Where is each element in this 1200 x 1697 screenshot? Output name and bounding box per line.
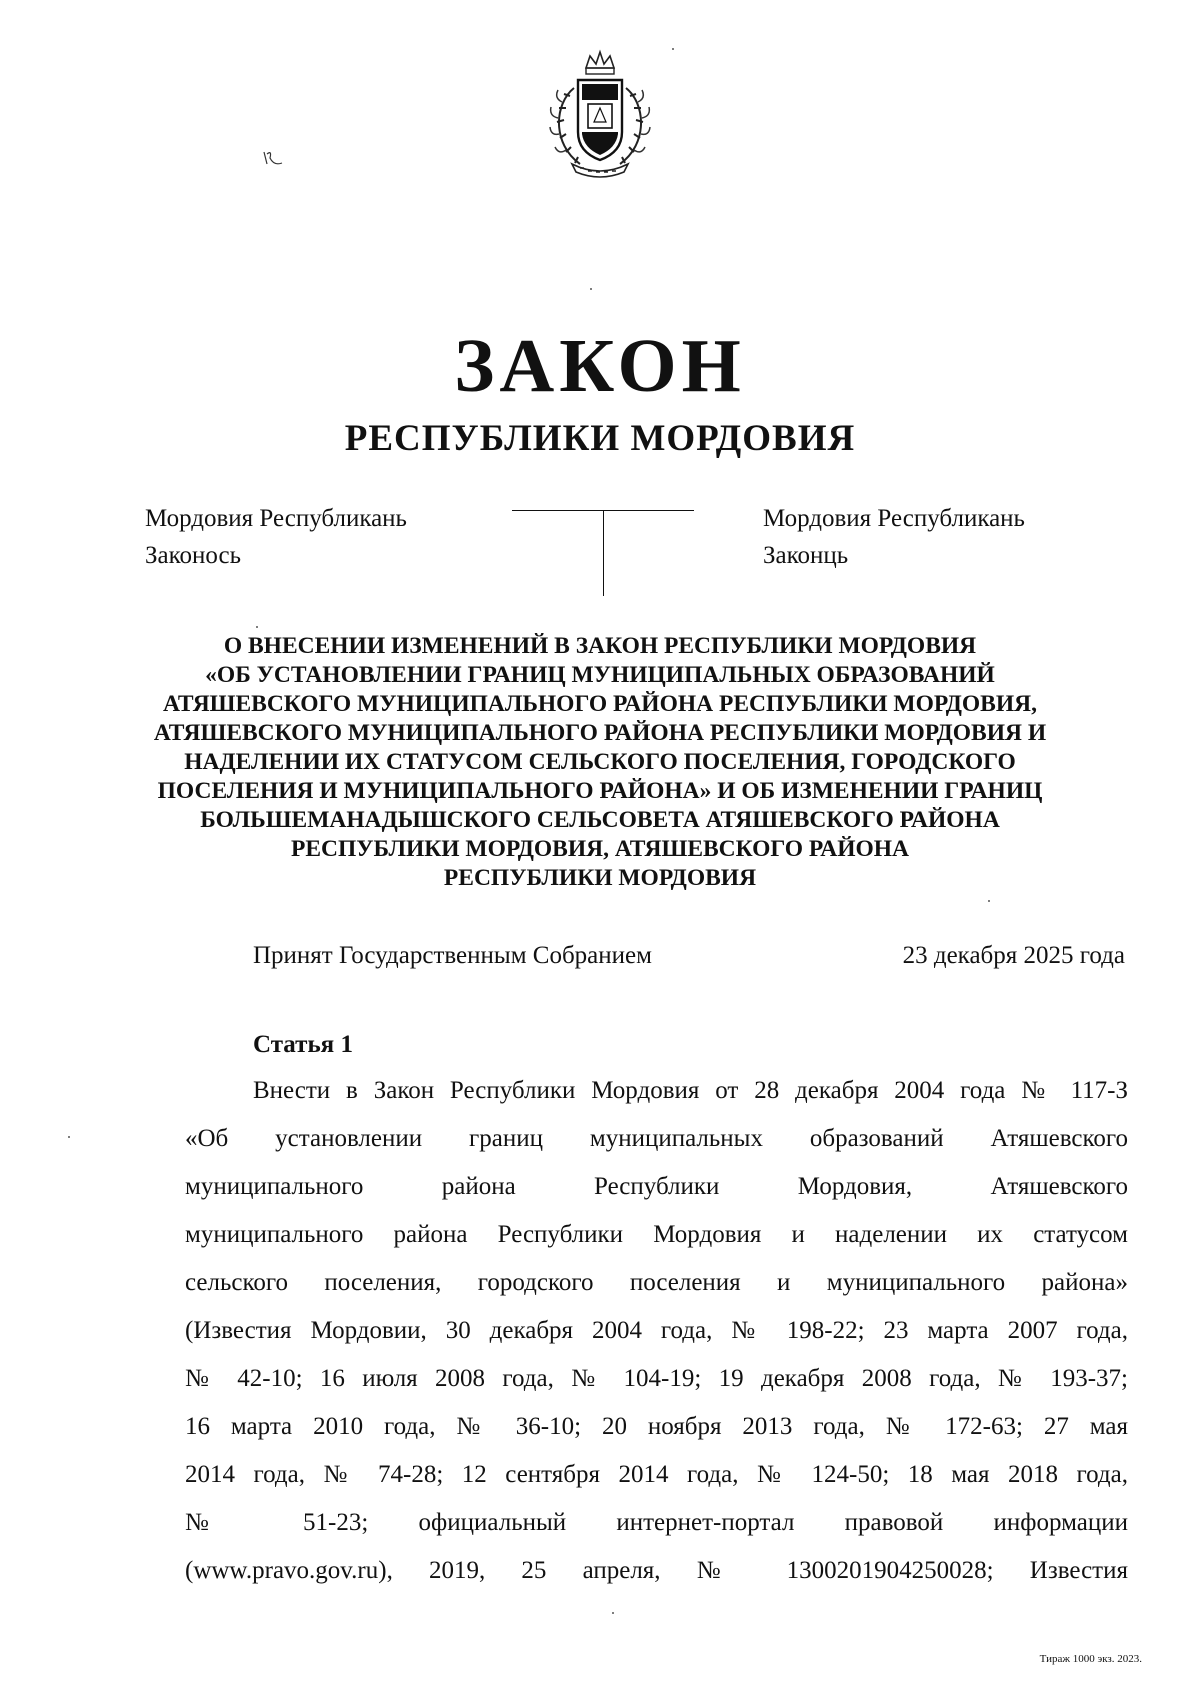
heading-line: «ОБ УСТАНОВЛЕНИИ ГРАНИЦ МУНИЦИПАЛЬНЫХ ОБРАЗОВАНИЙ — [205, 662, 995, 688]
article-line: (Известия Мордовии, 30 декабря 2004 года, № 198-22; 23 марта 2007 года, — [185, 1317, 1128, 1344]
heading-line: АТЯШЕВСКОГО МУНИЦИПАЛЬНОГО РАЙОНА РЕСПУБЛИКИ МОРДОВИЯ И — [153, 720, 1047, 746]
heading-line: РЕСПУБЛИКИ МОРДОВИЯ — [443, 865, 757, 891]
header-divider-vertical — [603, 510, 604, 596]
header-right-line: Законць — [763, 542, 849, 569]
article-line: 2014 года, № 74-28; 12 сентября 2014 года, № 124-50; 18 мая 2018 года, — [185, 1461, 1128, 1488]
coat-of-arms-emblem — [540, 48, 660, 180]
scan-speck — [590, 288, 592, 290]
law-title: ЗАКОН — [454, 324, 746, 408]
scan-speck — [256, 626, 258, 628]
article-line: сельского поселения, городского поселения и муниципального района» — [185, 1269, 1128, 1296]
header-left-line: Мордовия Республикань — [145, 505, 407, 532]
article-line: 16 марта 2010 года, № 36-10; 20 ноября 2013 года, № 172-63; 27 мая — [185, 1413, 1128, 1440]
article-body — [185, 1076, 1128, 1604]
article-line: «Об установлении границ муниципальных образований Атяшевского — [185, 1125, 1128, 1152]
header-left-text — [145, 500, 407, 574]
print-run-note: Тираж 1000 экз. 2023. — [1039, 1653, 1142, 1665]
header-right-line: Мордовия Республикань — [763, 505, 1025, 532]
handwritten-mark — [262, 150, 284, 168]
heading-line: ПОСЕЛЕНИЯ И МУНИЦИПАЛЬНОГО РАЙОНА» И ОБ ИЗМЕНЕНИИ ГРАНИЦ — [157, 778, 1043, 804]
heading-line: РЕСПУБЛИКИ МОРДОВИЯ, АТЯШЕВСКОГО РАЙОНА — [290, 836, 910, 862]
article-line: № 51-23; официальный интернет-портал правовой информации — [185, 1509, 1128, 1536]
adopted-by: Принят Государственным Собранием — [253, 942, 652, 969]
header-left-line: Законось — [145, 542, 241, 569]
article-title: Статья 1 — [253, 1031, 353, 1058]
scan-speck — [612, 1612, 614, 1614]
header-right-text — [763, 500, 1025, 574]
law-subtitle: РЕСПУБЛИКИ МОРДОВИЯ — [344, 418, 856, 459]
article-line: Внести в Закон Республики Мордовия от 28 декабря 2004 года № 117-З — [253, 1077, 1128, 1104]
scan-speck — [988, 900, 990, 902]
article-line: муниципального района Республики Мордовия и наделении их статусом — [185, 1221, 1128, 1248]
article-line: муниципального района Республики Мордовия, Атяшевского — [185, 1173, 1128, 1200]
heading-line: БОЛЬШЕМАНАДЫШСКОГО СЕЛЬСОВЕТА АТЯШЕВСКОГО РАЙОНА — [200, 807, 1000, 833]
article-line: № 42-10; 16 июля 2008 года, № 104-19; 19 декабря 2008 года, № 193-37; — [185, 1365, 1128, 1392]
law-heading — [150, 632, 1050, 893]
scan-speck — [68, 1136, 70, 1138]
heading-line: О ВНЕСЕНИИ ИЗМЕНЕНИЙ В ЗАКОН РЕСПУБЛИКИ МОРДОВИЯ — [223, 633, 977, 659]
heading-line: АТЯШЕВСКОГО МУНИЦИПАЛЬНОГО РАЙОНА РЕСПУБЛИКИ МОРДОВИЯ, — [163, 691, 1037, 717]
adopted-date: 23 декабря 2025 года — [902, 942, 1125, 969]
heading-line: НАДЕЛЕНИИ ИХ СТАТУСОМ СЕЛЬСКОГО ПОСЕЛЕНИЯ, ГОРОДСКОГО — [184, 749, 1016, 775]
scan-speck — [672, 48, 674, 50]
article-line: (www.pravo.gov.ru), 2019, 25 апреля, № 1300201904250028; Известия — [185, 1557, 1128, 1584]
